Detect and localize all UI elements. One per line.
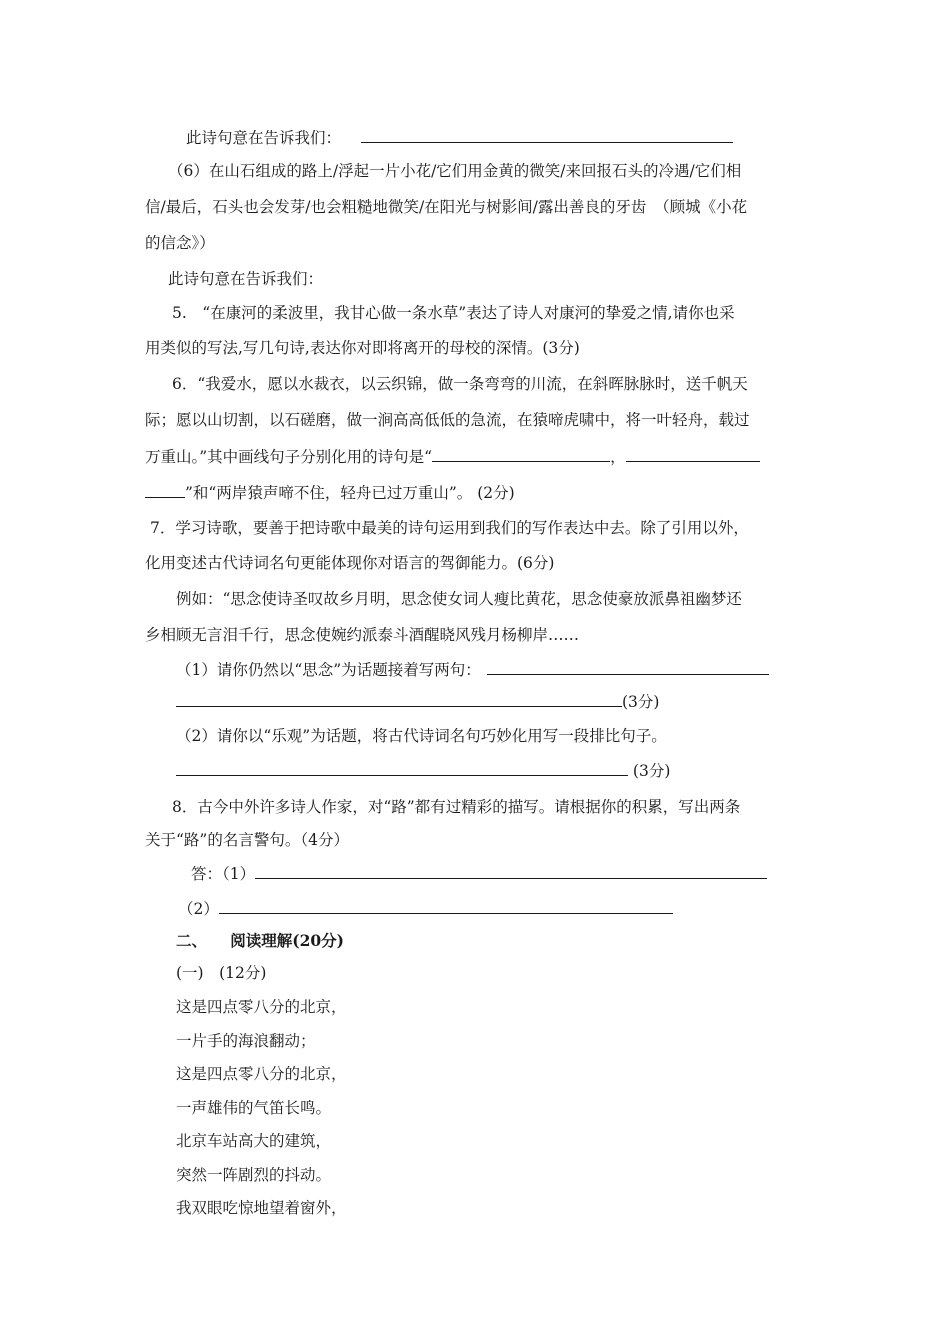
section-2-part-1: (一) (12分) [176,964,267,982]
answer-blank-cont[interactable] [176,691,622,707]
question-7-sub-1 [176,659,769,681]
score: (3分) [628,762,671,780]
question-6-line-4 [145,482,515,504]
question-7-sub-2-answer [176,760,670,782]
question-7-sub-1-line-2 [176,691,659,713]
question-6-line-1: 6．“我爱水，愿以水裁衣，以云织锦，做一条弯弯的川流，在斜晖脉脉时，送千帆天 [172,375,748,393]
answer-label: 答：（1） [191,865,256,883]
poem-line: 这是四点零八分的北京， [176,1065,347,1083]
answer-blank[interactable] [487,659,769,675]
prompt-text: 此诗句意在告诉我们： [186,129,342,147]
question-5-line-2: 用类似的写法,写几句诗,表达你对即将离开的母校的深情。(3分) [145,339,580,357]
answer-blank[interactable] [361,127,733,143]
question-6-text: 万重山。”其中画线句子分别化用的诗句是“ [145,448,433,466]
answer-label: （2） [178,900,219,918]
question-8-answer-2 [178,898,673,920]
question-8-line-2: 关于“路”的名言警句。（4分） [145,831,349,849]
poem-line: 一片手的海浪翻动； [176,1032,316,1050]
answer-blank[interactable] [255,863,767,879]
poem-line: 突然一阵剧烈的抖动。 [176,1166,332,1184]
poem-line: 我双眼吃惊地望着窗外， [176,1199,347,1217]
question-7-example-1: 例如：“思念使诗圣叹故乡月明，思念使女词人瘦比黄花，思念使豪放派鼻祖幽梦还 [176,590,742,608]
question-7-example-2: 乡相顾无言泪千行，思念使婉约派泰斗酒醒晓风残月杨柳岸…… [145,626,580,644]
question-4-6-line-1: （6）在山石组成的路上/浮起一片小花/它们用金黄的微笑/来回报石头的冷遇/它们相 [168,162,742,180]
question-8-line-1: 8．古今中外许多诗人作家，对“路”都有过精彩的描写。请根据你的积累，写出两条 [172,798,741,816]
question-4-6-line-2: 信/最后，石头也会发芽/也会粗糙地微笑/在阳光与树影间/露出善良的牙齿 （顾城《小花 [145,198,748,216]
poem-line: 一声雄伟的气笛长鸣。 [176,1099,332,1117]
question-7-line-1: 7．学习诗歌，要善于把诗歌中最美的诗句运用到我们的写作表达中去。除了引用以外， [150,519,749,537]
comma: ， [610,448,626,466]
question-4-6-line-3: 的信念》） [145,234,215,252]
poem-line: 这是四点零八分的北京， [176,998,347,1016]
question-4-6-prompt: 此诗句意在告诉我们： [168,270,324,288]
section-2-title: 二、 阅读理解(20分) [176,931,344,950]
question-4-prompt [186,127,733,149]
question-8-answer-1 [191,863,767,885]
score: (3分) [622,693,660,711]
answer-blank[interactable] [219,898,673,914]
question-5-line-1: 5. “在康河的柔波里，我甘心做一条水草”表达了诗人对康河的挚爱之情,请你也采 [172,304,735,322]
question-6-line-2: 际；愿以山切割，以石磋磨，做一涧高高低低的急流，在猿啼虎啸中，将一叶轻舟，载过 [145,411,750,429]
sub-1-text: （1）请你仍然以“思念”为话题接着写两句： [176,661,481,679]
poem-line: 北京车站高大的建筑， [176,1132,332,1150]
answer-blank[interactable] [176,760,628,776]
answer-blank-1[interactable] [432,446,610,462]
answer-blank-2[interactable] [626,446,760,462]
question-6-line-3 [145,446,760,468]
answer-blank-2-cont[interactable] [145,482,185,498]
question-7-line-2: 化用变述古代诗词名句更能体现你对语言的驾御能力。(6分) [145,554,555,572]
question-6-text-end: ”和“两岸猿声啼不住，轻舟已过万重山”。 (2分) [185,484,515,502]
question-7-sub-2: （2）请你以“乐观”为话题，将古代诗词名句巧妙化用写一段排比句子。 [176,727,667,745]
